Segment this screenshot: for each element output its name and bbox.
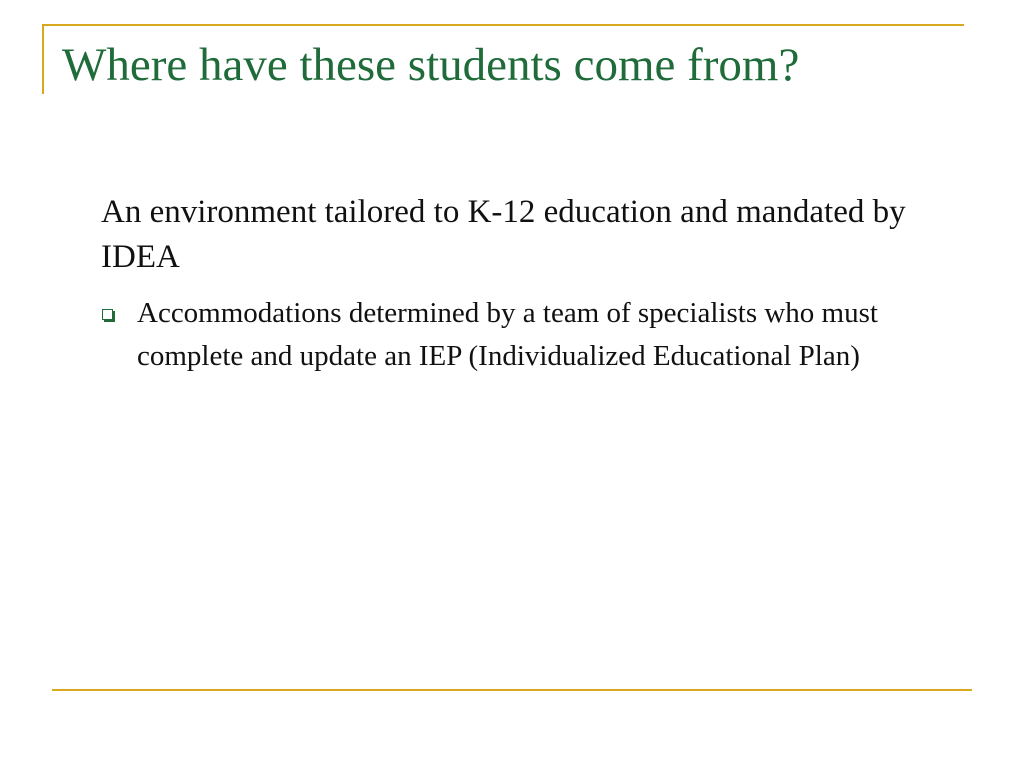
bullet-text: Accommodations determined by a team of specialists who must complete and update an IEP (Individualized Educational Plan) — [137, 297, 878, 372]
bullet-list — [101, 292, 951, 378]
checkbox-square-bullet-icon — [102, 309, 113, 320]
top-accent-line — [42, 24, 964, 26]
intro-text: An environment tailored to K-12 education and mandated by IDEA — [101, 194, 906, 275]
bullet-item — [101, 292, 951, 378]
bottom-accent-line — [52, 689, 972, 691]
left-accent-line — [42, 24, 44, 94]
slide-title: Where have these students come from? — [62, 39, 800, 91]
slide-body — [101, 190, 951, 378]
